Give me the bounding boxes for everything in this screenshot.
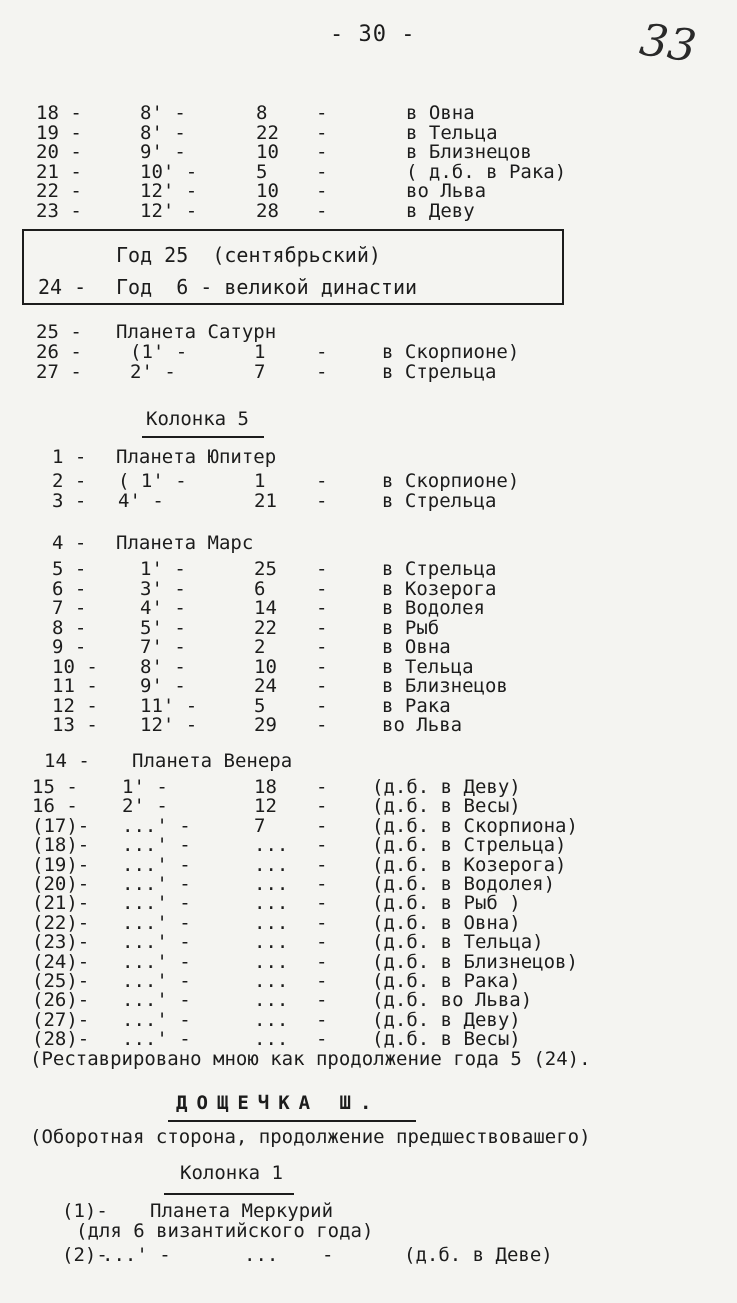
separator-cell: - bbox=[316, 714, 328, 736]
mercury-subtitle: (для 6 византийского года) bbox=[76, 1220, 374, 1242]
row-number: 22 - bbox=[36, 180, 82, 202]
separator-cell: - bbox=[316, 853, 328, 876]
value-cell: ... bbox=[254, 931, 289, 954]
sign-cell: (д.б. в Стрельца) bbox=[372, 834, 567, 857]
separator-cell: - bbox=[316, 911, 328, 934]
separator-cell: - bbox=[316, 199, 328, 222]
row-number: 27 - bbox=[36, 360, 82, 383]
year-box-line1: Год 25 (сентябрьский) bbox=[116, 243, 381, 267]
value-cell: 29 bbox=[254, 714, 277, 736]
sign-cell: во Льва bbox=[382, 714, 463, 736]
sign-cell: (д.б. в Скорпиона) bbox=[372, 814, 578, 837]
separator-cell: - bbox=[316, 558, 328, 580]
degree-cell: ...' - bbox=[122, 970, 191, 992]
row-number: 20 - bbox=[36, 141, 82, 163]
column-1-underline bbox=[164, 1193, 294, 1195]
row-number: (26)- bbox=[32, 989, 90, 1012]
year-box-line2: Год 6 - великой династии bbox=[116, 275, 418, 299]
sign-cell: в Рака bbox=[382, 694, 451, 717]
value-cell: 14 bbox=[254, 597, 277, 619]
row-number: 12 - bbox=[52, 694, 98, 717]
value-cell: ... bbox=[254, 892, 289, 915]
value-cell: ... bbox=[254, 950, 289, 973]
column-5-heading: Колонка 5 bbox=[146, 408, 249, 430]
separator-cell: - bbox=[316, 655, 328, 678]
separator-cell: - bbox=[316, 141, 328, 163]
separator-cell: - bbox=[316, 470, 328, 492]
value-cell: 10 bbox=[256, 180, 279, 202]
separator-cell: - bbox=[316, 180, 328, 202]
sign-cell: (д.б. в Близнецов) bbox=[372, 950, 578, 973]
mars-title: Планета Марс bbox=[116, 532, 254, 554]
row-number: (22)- bbox=[32, 911, 90, 934]
venus-title: Планета Венера bbox=[132, 750, 293, 772]
saturn-number: 25 - bbox=[36, 321, 82, 343]
degree-cell: ...' - bbox=[122, 1008, 191, 1031]
value-cell: 25 bbox=[254, 558, 277, 580]
mercury-title: Планета Меркурий bbox=[150, 1200, 334, 1222]
value-cell: 1 bbox=[254, 470, 266, 492]
sign-cell: (д.б. в Весы) bbox=[372, 795, 521, 818]
sign-cell: в Тельца bbox=[382, 655, 474, 678]
row-number: 19 - bbox=[36, 121, 82, 144]
separator-cell: - bbox=[316, 970, 328, 992]
degree-cell: 7' - bbox=[140, 636, 186, 658]
row-number: (24)- bbox=[32, 950, 90, 973]
degree-cell: ...' - bbox=[122, 911, 191, 934]
degree-cell: ...' - bbox=[122, 834, 191, 857]
sign-cell: (д.б. в Тельца) bbox=[372, 931, 544, 954]
jupiter-number: 1 - bbox=[52, 446, 87, 468]
degree-cell: 1' - bbox=[140, 558, 186, 580]
separator-cell: - bbox=[316, 597, 328, 619]
sign-cell: (д.б. во Льва) bbox=[372, 989, 533, 1012]
value-cell: 6 bbox=[254, 577, 266, 600]
sign-cell: в Скорпионе) bbox=[382, 470, 520, 492]
value-cell: 7 bbox=[254, 360, 266, 383]
separator-cell: - bbox=[316, 121, 328, 144]
separator-cell: - bbox=[316, 1028, 328, 1051]
sign-cell: в Скорпионе) bbox=[382, 341, 520, 363]
degree-cell: 9' - bbox=[140, 141, 186, 163]
degree-cell: 3' - bbox=[140, 577, 186, 600]
separator-cell: - bbox=[316, 950, 328, 973]
venus-number: 14 - bbox=[44, 750, 90, 772]
separator-cell: - bbox=[316, 675, 328, 697]
value-cell: ... bbox=[254, 1028, 289, 1051]
separator-cell: - bbox=[316, 931, 328, 954]
row-number: (27)- bbox=[32, 1008, 90, 1031]
degree-cell: 4' - bbox=[118, 489, 164, 512]
degree-cell: 9' - bbox=[140, 675, 186, 697]
separator-cell: - bbox=[316, 694, 328, 717]
sign-cell: в Водолея bbox=[382, 597, 485, 619]
year-box-line2-number: 24 - bbox=[38, 275, 87, 299]
value-cell: ... bbox=[254, 834, 289, 857]
jupiter-title: Планета Юпитер bbox=[116, 446, 277, 468]
sign-cell: в Стрельца bbox=[382, 558, 497, 580]
row-number: 8 - bbox=[52, 616, 87, 639]
value-cell: 10 bbox=[256, 141, 279, 163]
value-cell: ... bbox=[244, 1244, 279, 1266]
value-cell: ... bbox=[254, 911, 289, 934]
degree-cell: ...' - bbox=[122, 989, 191, 1012]
degree-cell: ( 1' - bbox=[118, 470, 187, 492]
tablet-heading-underline bbox=[168, 1120, 416, 1122]
separator-cell: - bbox=[316, 636, 328, 658]
degree-cell: ...' - bbox=[122, 931, 191, 954]
page-number: - 30 - bbox=[330, 22, 416, 47]
sign-cell: (д.б. в Весы) bbox=[372, 1028, 521, 1051]
value-cell: 21 bbox=[254, 489, 277, 512]
separator-cell: - bbox=[316, 577, 328, 600]
degree-cell: ...' - bbox=[122, 1028, 191, 1051]
value-cell: 1 bbox=[254, 341, 266, 363]
row-number: 15 - bbox=[32, 776, 78, 798]
degree-cell: 4' - bbox=[140, 597, 186, 619]
separator-cell: - bbox=[316, 834, 328, 857]
separator-cell: - bbox=[316, 814, 328, 837]
saturn-title: Планета Сатурн bbox=[116, 321, 277, 343]
degree-cell: 12' - bbox=[140, 199, 198, 222]
row-number: (25)- bbox=[32, 970, 90, 992]
value-cell: 22 bbox=[256, 121, 279, 144]
value-cell: 7 bbox=[254, 814, 266, 837]
mercury-number: (1)- bbox=[62, 1200, 108, 1222]
degree-cell: ...' - bbox=[122, 873, 191, 895]
sign-cell: ( д.б. в Рака) bbox=[406, 160, 567, 183]
separator-cell: - bbox=[316, 776, 328, 798]
degree-cell: 12' - bbox=[140, 180, 198, 202]
handwritten-page-number: 33 bbox=[636, 14, 700, 73]
row-number: 5 - bbox=[52, 558, 87, 580]
row-number: 13 - bbox=[52, 714, 98, 736]
value-cell: 8 bbox=[256, 102, 268, 124]
sign-cell: (д.б. в Козерога) bbox=[372, 853, 567, 876]
value-cell: ... bbox=[254, 989, 289, 1012]
row-number: 23 - bbox=[36, 199, 82, 222]
degree-cell: 1' - bbox=[122, 776, 168, 798]
degree-cell: 8' - bbox=[140, 102, 186, 124]
degree-cell: 2' - bbox=[122, 795, 168, 818]
value-cell: 5 bbox=[256, 160, 268, 183]
degree-cell: 8' - bbox=[140, 655, 186, 678]
value-cell: 18 bbox=[254, 776, 277, 798]
separator-cell: - bbox=[322, 1244, 334, 1266]
degree-cell: 2' - bbox=[130, 360, 176, 383]
row-number: 16 - bbox=[32, 795, 78, 818]
separator-cell: - bbox=[316, 795, 328, 818]
sign-cell: (д.б. в Деве) bbox=[404, 1244, 553, 1266]
degree-cell: 12' - bbox=[140, 714, 198, 736]
value-cell: 22 bbox=[254, 616, 277, 639]
sign-cell: (д.б. в Рака) bbox=[372, 970, 521, 992]
value-cell: 12 bbox=[254, 795, 277, 818]
separator-cell: - bbox=[316, 341, 328, 363]
sign-cell: в Тельца bbox=[406, 121, 498, 144]
row-number: 11 - bbox=[52, 675, 98, 697]
separator-cell: - bbox=[316, 160, 328, 183]
row-number: (2)- bbox=[62, 1244, 108, 1266]
row-number: 18 - bbox=[36, 102, 82, 124]
row-number: 10 - bbox=[52, 655, 98, 678]
sign-cell: в Овна bbox=[382, 636, 451, 658]
value-cell: ... bbox=[254, 853, 289, 876]
degree-cell: ...' - bbox=[102, 1244, 171, 1266]
separator-cell: - bbox=[316, 1008, 328, 1031]
value-cell: ... bbox=[254, 873, 289, 895]
sign-cell: (д.б. в Деву) bbox=[372, 776, 521, 798]
mars-number: 4 - bbox=[52, 532, 87, 554]
column-1-heading: Колонка 1 bbox=[180, 1162, 283, 1184]
degree-cell: ...' - bbox=[122, 950, 191, 973]
degree-cell: 5' - bbox=[140, 616, 186, 639]
sign-cell: в Рыб bbox=[382, 616, 440, 639]
sign-cell: в Стрельца bbox=[382, 360, 497, 383]
restored-note: (Реставрировано мною как продолжение года 5 (24). bbox=[30, 1048, 591, 1070]
row-number: 7 - bbox=[52, 597, 87, 619]
row-number: (20)- bbox=[32, 873, 90, 895]
separator-cell: - bbox=[316, 873, 328, 895]
row-number: (17)- bbox=[32, 814, 90, 837]
degree-cell: ...' - bbox=[122, 814, 191, 837]
sign-cell: в Овна bbox=[406, 102, 475, 124]
degree-cell: 11' - bbox=[140, 694, 198, 717]
degree-cell: 8' - bbox=[140, 121, 186, 144]
sign-cell: (д.б. в Рыб ) bbox=[372, 892, 521, 915]
sign-cell: в Козерога bbox=[382, 577, 497, 600]
value-cell: 2 bbox=[254, 636, 266, 658]
row-number: (28)- bbox=[32, 1028, 90, 1051]
sign-cell: (д.б. в Деву) bbox=[372, 1008, 521, 1031]
degree-cell: (1' - bbox=[130, 341, 188, 363]
value-cell: 28 bbox=[256, 199, 279, 222]
separator-cell: - bbox=[316, 360, 328, 383]
value-cell: ... bbox=[254, 1008, 289, 1031]
row-number: 6 - bbox=[52, 577, 87, 600]
row-number: 9 - bbox=[52, 636, 87, 658]
separator-cell: - bbox=[316, 489, 328, 512]
separator-cell: - bbox=[316, 989, 328, 1012]
row-number: (18)- bbox=[32, 834, 90, 857]
separator-cell: - bbox=[316, 102, 328, 124]
separator-cell: - bbox=[316, 892, 328, 915]
sign-cell: в Близнецов bbox=[406, 141, 532, 163]
row-number: (23)- bbox=[32, 931, 90, 954]
column-5-underline bbox=[142, 436, 264, 438]
row-number: (19)- bbox=[32, 853, 90, 876]
tablet-heading: ДОЩЕЧКА Ш. bbox=[176, 1092, 381, 1114]
year-box bbox=[22, 229, 564, 305]
sign-cell: (д.б. в Водолея) bbox=[372, 873, 556, 895]
value-cell: 5 bbox=[254, 694, 266, 717]
reverse-side-note: (Оборотная сторона, продолжение предшествовашего) bbox=[30, 1126, 591, 1148]
row-number: 2 - bbox=[52, 470, 87, 492]
row-number: 21 - bbox=[36, 160, 82, 183]
degree-cell: 10' - bbox=[140, 160, 198, 183]
separator-cell: - bbox=[316, 616, 328, 639]
sign-cell: (д.б. в Овна) bbox=[372, 911, 521, 934]
sign-cell: в Стрельца bbox=[382, 489, 497, 512]
value-cell: 10 bbox=[254, 655, 277, 678]
value-cell: ... bbox=[254, 970, 289, 992]
sign-cell: в Близнецов bbox=[382, 675, 508, 697]
row-number: 3 - bbox=[52, 489, 87, 512]
value-cell: 24 bbox=[254, 675, 277, 697]
row-number: 26 - bbox=[36, 341, 82, 363]
degree-cell: ...' - bbox=[122, 853, 191, 876]
sign-cell: во Льва bbox=[406, 180, 487, 202]
degree-cell: ...' - bbox=[122, 892, 191, 915]
row-number: (21)- bbox=[32, 892, 90, 915]
sign-cell: в Деву bbox=[406, 199, 475, 222]
